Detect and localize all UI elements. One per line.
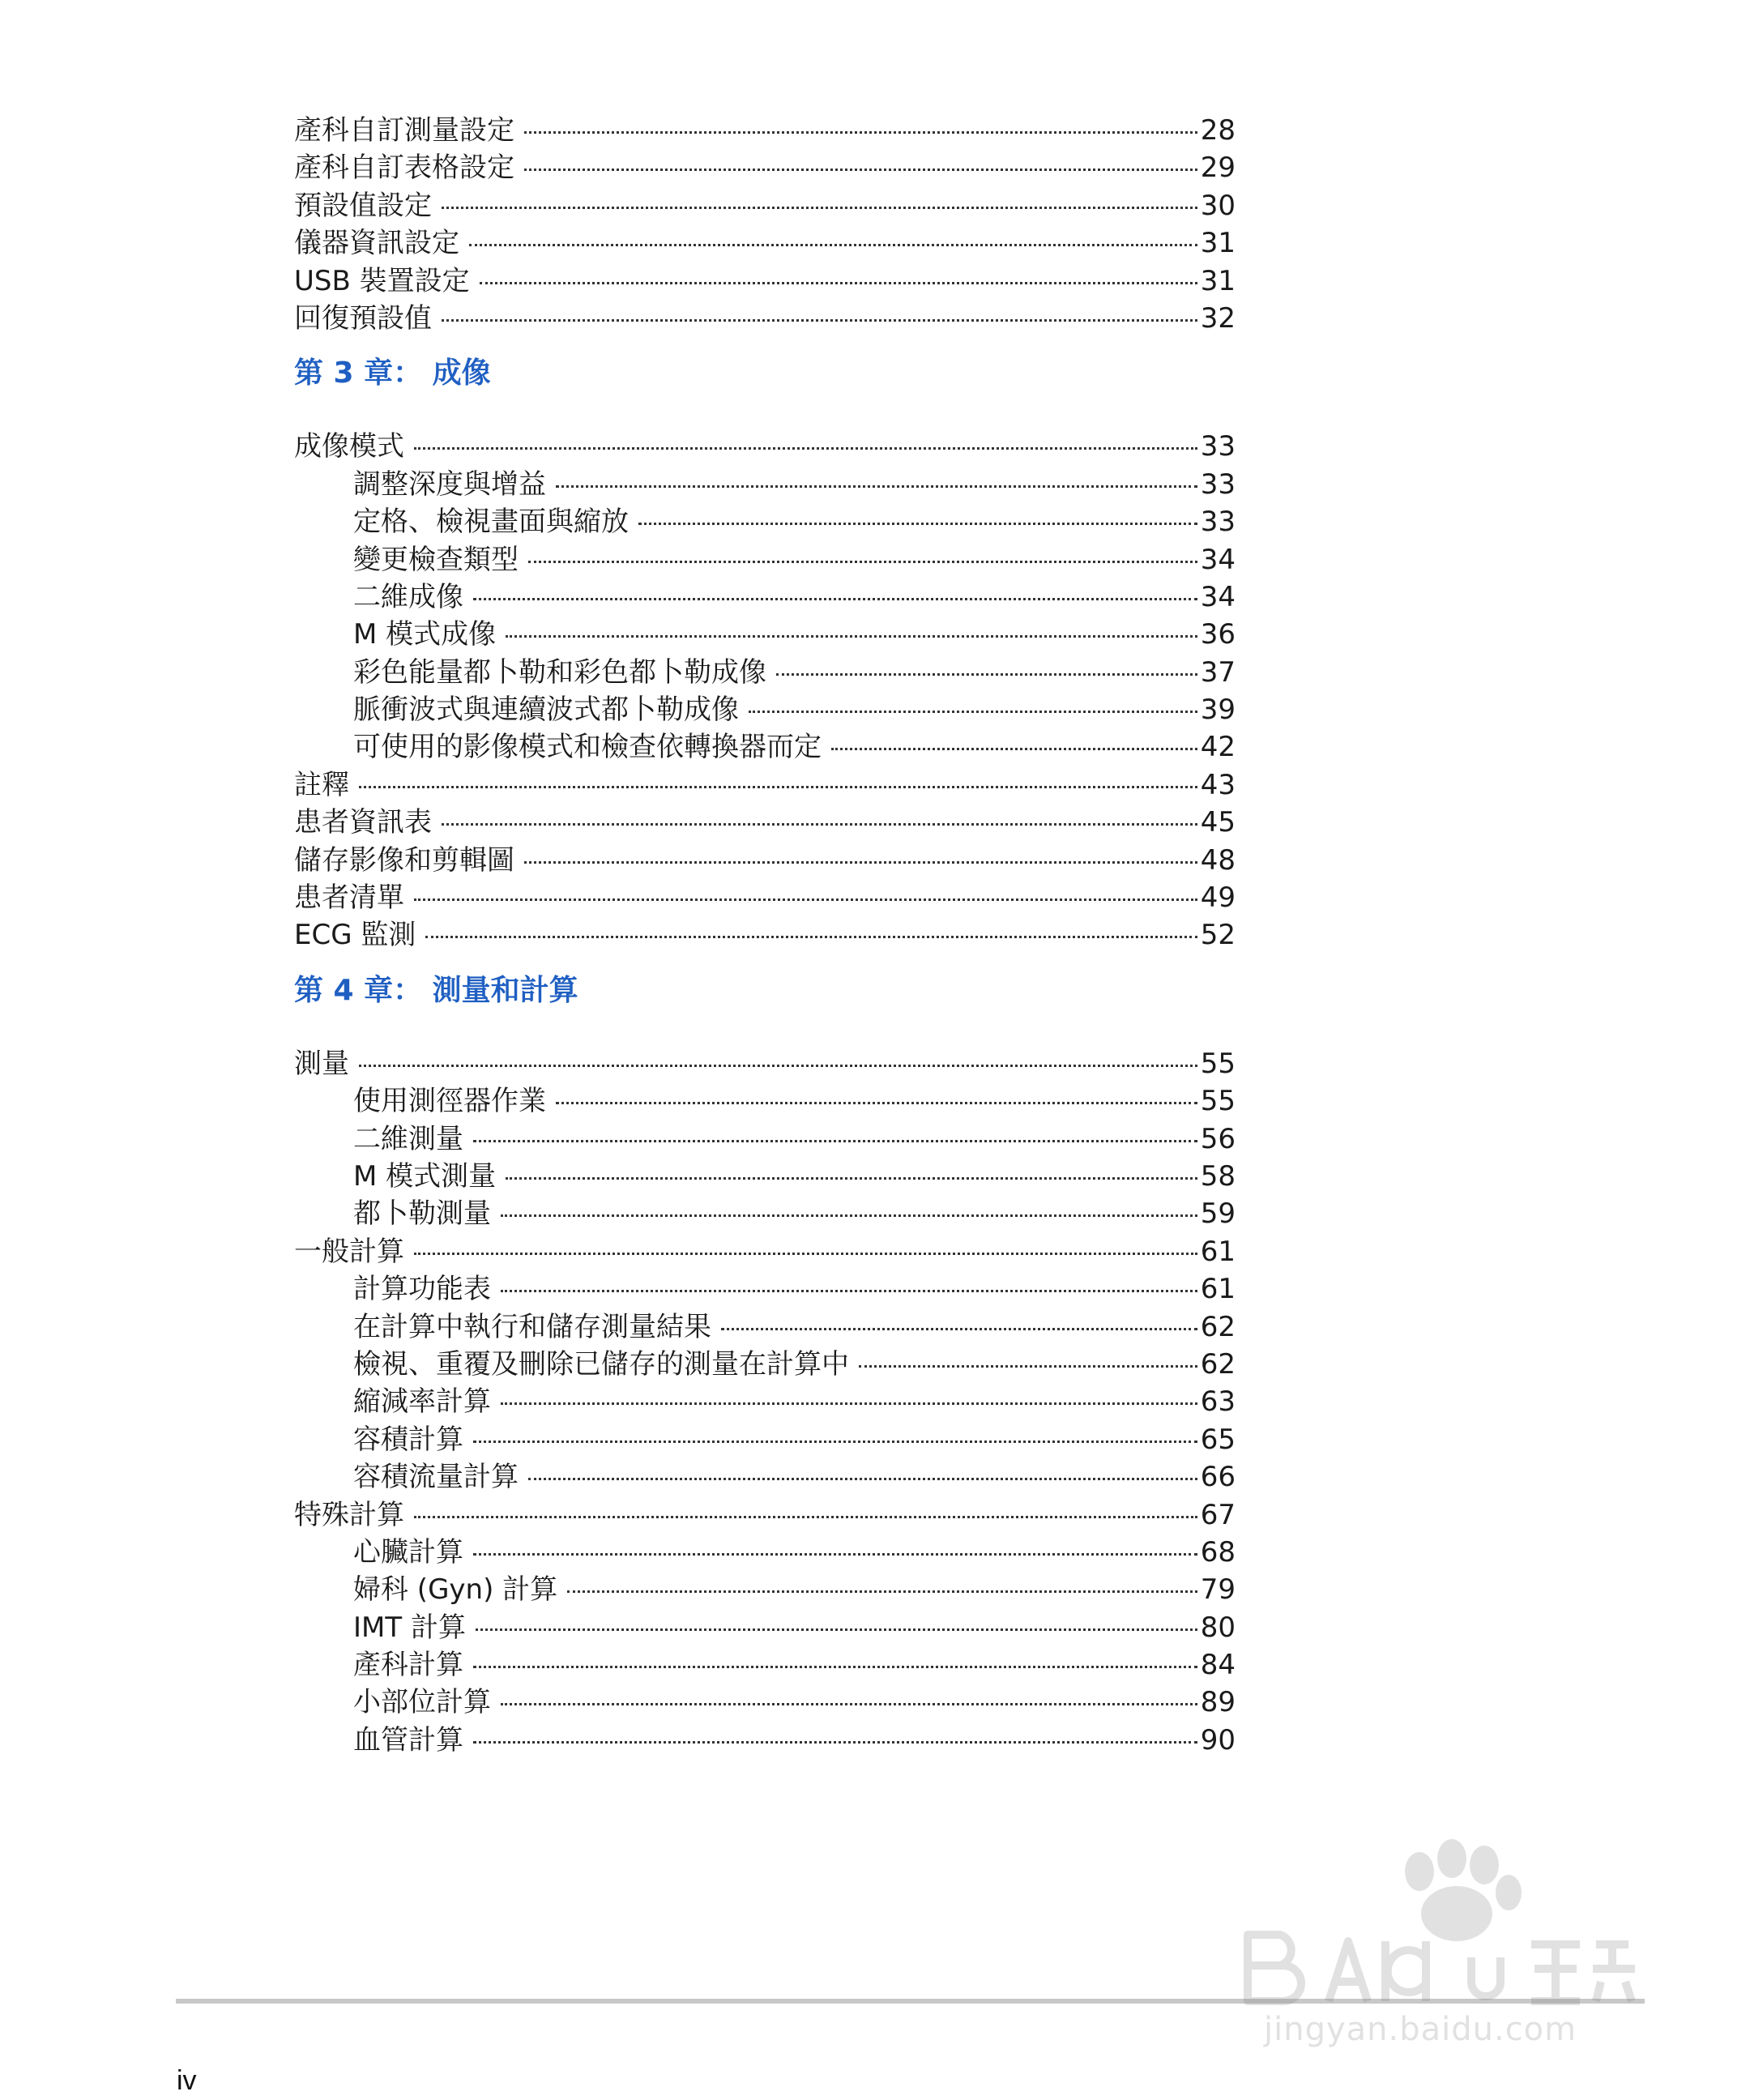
dot-leader [473,1553,1197,1556]
toc-entry-title: 預設值設定 [294,189,432,222]
toc-entry-title: 儀器資訊設定 [294,227,459,260]
toc-entry-page: 45 [1200,806,1236,839]
dot-leader [414,447,1197,450]
dot-leader [501,1703,1197,1705]
dot-leader [524,131,1197,134]
toc-entry-page: 34 [1200,580,1236,613]
toc-entry-page: 29 [1200,152,1236,185]
toc-entry-page: 30 [1200,189,1236,222]
toc-entry-page: 58 [1200,1159,1236,1193]
toc-entry[interactable] [294,916,1236,954]
toc-entry-title: 患者清單 [294,881,404,915]
toc-entry-page: 84 [1200,1649,1236,1682]
toc-entry-page: 79 [1200,1573,1236,1607]
toc-entry[interactable] [294,728,1236,766]
toc-entry-page: 37 [1200,655,1236,689]
toc-entry-page: 55 [1200,1047,1236,1080]
dot-leader [528,561,1197,563]
toc-entry-page: 67 [1200,1498,1236,1531]
toc-entry[interactable] [294,1158,1236,1195]
chapter-heading: 第 3 章： 成像 [294,356,491,391]
toc-entry-title: 心臟計算 [353,1535,463,1569]
toc-entry-page: 39 [1200,694,1236,727]
toc-entry[interactable] [294,1308,1236,1346]
dot-leader [414,898,1197,901]
toc-entry-page: 33 [1200,467,1236,501]
toc-entry-title: 定格、檢視畫面與縮放 [353,506,629,539]
dot-leader [473,1441,1197,1443]
toc-entry-page: 33 [1200,430,1236,463]
toc-entry-page: 43 [1200,768,1236,801]
toc-entry-page: 61 [1200,1235,1236,1268]
dot-leader [749,711,1197,713]
dot-leader [721,1328,1197,1330]
toc-entry[interactable] [294,1571,1236,1608]
toc-entry[interactable] [294,300,1236,337]
toc-entry-page: 55 [1200,1085,1236,1118]
dot-leader [442,207,1197,209]
toc-entry[interactable] [294,187,1236,224]
toc-entry[interactable] [294,1120,1236,1158]
toc-entry[interactable] [294,578,1236,616]
chapter-heading: 第 4 章： 測量和計算 [294,973,578,1007]
dot-leader [506,635,1197,638]
dot-leader [556,1102,1197,1104]
dot-leader [506,1177,1197,1180]
toc-entry-page: 89 [1200,1686,1236,1719]
toc-entry-title: 脈衝波式與連續波式都卜勒成像 [353,694,739,727]
dot-leader [473,1140,1197,1142]
toc-entry[interactable] [294,654,1236,691]
toc-entry-page: 48 [1200,843,1236,877]
toc-entry-page: 59 [1200,1197,1236,1231]
toc-entry-page: 63 [1200,1385,1236,1419]
toc-entry[interactable] [294,1270,1236,1308]
toc-entry-title: 儲存影像和剪輯圖 [294,843,514,877]
toc-entry-title: 患者資訊表 [294,806,432,839]
toc-entry-title: 縮減率計算 [353,1385,491,1419]
toc-entry[interactable] [294,1045,1236,1082]
dot-leader [859,1365,1197,1368]
page-number: iv [177,2065,197,2096]
toc-entry[interactable] [294,149,1236,186]
toc-entry-title: M 模式測量 [353,1159,497,1193]
toc-entry-title: 回復預設值 [294,301,432,335]
dot-leader [359,1065,1197,1067]
toc-entry[interactable] [294,842,1236,879]
toc-entry-title: 註釋 [294,768,349,801]
toc-entry-page: 80 [1200,1611,1236,1644]
toc-entry-title: 測量 [294,1047,349,1080]
toc-entry[interactable] [294,1534,1236,1571]
dot-leader [442,823,1197,826]
dot-leader [831,748,1197,750]
toc-entry-page: 52 [1200,919,1236,952]
dot-leader [567,1590,1197,1593]
toc-entry[interactable] [294,541,1236,578]
toc-entry-title: 二維成像 [353,580,463,613]
dot-leader [524,861,1197,864]
toc-entry-title: 婦科 (Gyn) 計算 [353,1573,558,1607]
dot-leader [528,1478,1197,1480]
toc-entry[interactable] [294,1496,1236,1534]
svg-text:jingyan.baidu.com: jingyan.baidu.com [1264,2011,1577,2048]
toc-entry-page: 34 [1200,543,1236,576]
toc-entry-title: IMT 計算 [353,1611,466,1644]
table-of-contents [294,112,1236,1759]
toc-entry[interactable] [294,1458,1236,1496]
dot-leader [501,1402,1197,1405]
toc-entry[interactable] [294,766,1236,804]
toc-entry-page: 61 [1200,1273,1236,1306]
toc-entry-title: 一般計算 [294,1235,404,1268]
dot-leader [776,673,1197,676]
dot-leader [425,936,1197,938]
toc-entry-page: 32 [1200,301,1236,335]
toc-entry[interactable] [294,224,1236,262]
toc-entry-page: 31 [1200,227,1236,260]
dot-leader [524,169,1197,171]
toc-entry-title: 在計算中執行和儲存測量結果 [353,1310,711,1343]
toc-entry[interactable] [294,1609,1236,1646]
dot-leader [556,485,1197,488]
toc-entry-title: 特殊計算 [294,1498,404,1531]
toc-entry-title: 二維測量 [353,1122,463,1155]
toc-entry-title: 成像模式 [294,430,404,463]
dot-leader [414,1516,1197,1518]
toc-entry[interactable] [294,691,1236,728]
toc-entry[interactable] [294,1646,1236,1684]
toc-entry-page: 68 [1200,1535,1236,1569]
toc-entry-title: M 模式成像 [353,618,497,651]
toc-entry-title: 產科自訂測量設定 [294,114,514,147]
toc-entry-page: 42 [1200,731,1236,764]
toc-entry[interactable] [294,1722,1236,1759]
toc-entry[interactable] [294,1421,1236,1458]
toc-entry[interactable] [294,1233,1236,1270]
toc-entry-title: 變更檢查類型 [353,543,519,576]
toc-entry-title: 都卜勒測量 [353,1197,491,1231]
toc-entry-page: 28 [1200,114,1236,147]
toc-entry-title: 調整深度與增益 [353,467,546,501]
toc-entry[interactable] [294,466,1236,503]
toc-entry-title: 容積流量計算 [353,1461,519,1494]
toc-entry-title: ECG 監測 [294,919,416,952]
toc-entry-page: 66 [1200,1461,1236,1494]
toc-entry-page: 65 [1200,1423,1236,1456]
toc-entry[interactable] [294,1684,1236,1721]
toc-entry-title: 檢視、重覆及刪除已儲存的測量在計算中 [353,1347,849,1381]
toc-entry-title: 使用測徑器作業 [353,1085,546,1118]
toc-entry-title: 彩色能量都卜勒和彩色都卜勒成像 [353,655,766,689]
toc-entry[interactable] [294,503,1236,540]
toc-entry-page: 36 [1200,618,1236,651]
toc-entry-title: 血管計算 [353,1723,463,1756]
toc-entry[interactable] [294,428,1236,465]
dot-leader [473,1666,1197,1668]
toc-entry[interactable] [294,1082,1236,1120]
toc-entry[interactable] [294,262,1236,300]
toc-entry[interactable] [294,879,1236,916]
toc-entry[interactable] [294,804,1236,841]
dot-leader [473,1741,1197,1744]
toc-entry-title: 小部位計算 [353,1686,491,1719]
toc-entry-title: 產科自訂表格設定 [294,152,514,185]
dot-leader [359,786,1197,788]
toc-entry-page: 56 [1200,1122,1236,1155]
toc-entry-title: 可使用的影像模式和檢查依轉換器而定 [353,731,822,764]
dot-leader [473,598,1197,600]
dot-leader [501,1214,1197,1217]
toc-entry-title: 產科計算 [353,1649,463,1682]
dot-leader [480,282,1197,284]
toc-entry[interactable] [294,1346,1236,1383]
toc-entry-page: 49 [1200,881,1236,915]
toc-entry-title: USB 裝置設定 [294,264,470,297]
toc-entry[interactable] [294,1195,1236,1232]
toc-entry-title: 計算功能表 [353,1273,491,1306]
baidu-paw-logo-icon [1240,1839,1661,2050]
toc-entry-page: 33 [1200,506,1236,539]
dot-leader [469,244,1197,246]
toc-entry[interactable] [294,616,1236,653]
baidu-jingyan-watermark [1240,1839,1661,2050]
toc-entry-title: 容積計算 [353,1423,463,1456]
toc-entry-page: 31 [1200,264,1236,297]
toc-entry[interactable] [294,112,1236,149]
dot-leader [501,1290,1197,1292]
toc-entry-page: 90 [1200,1723,1236,1756]
dot-leader [638,523,1197,525]
dot-leader [476,1628,1197,1631]
dot-leader [414,1253,1197,1255]
toc-entry[interactable] [294,1383,1236,1420]
toc-entry-page: 62 [1200,1347,1236,1381]
toc-entry-page: 62 [1200,1310,1236,1343]
dot-leader [442,319,1197,322]
